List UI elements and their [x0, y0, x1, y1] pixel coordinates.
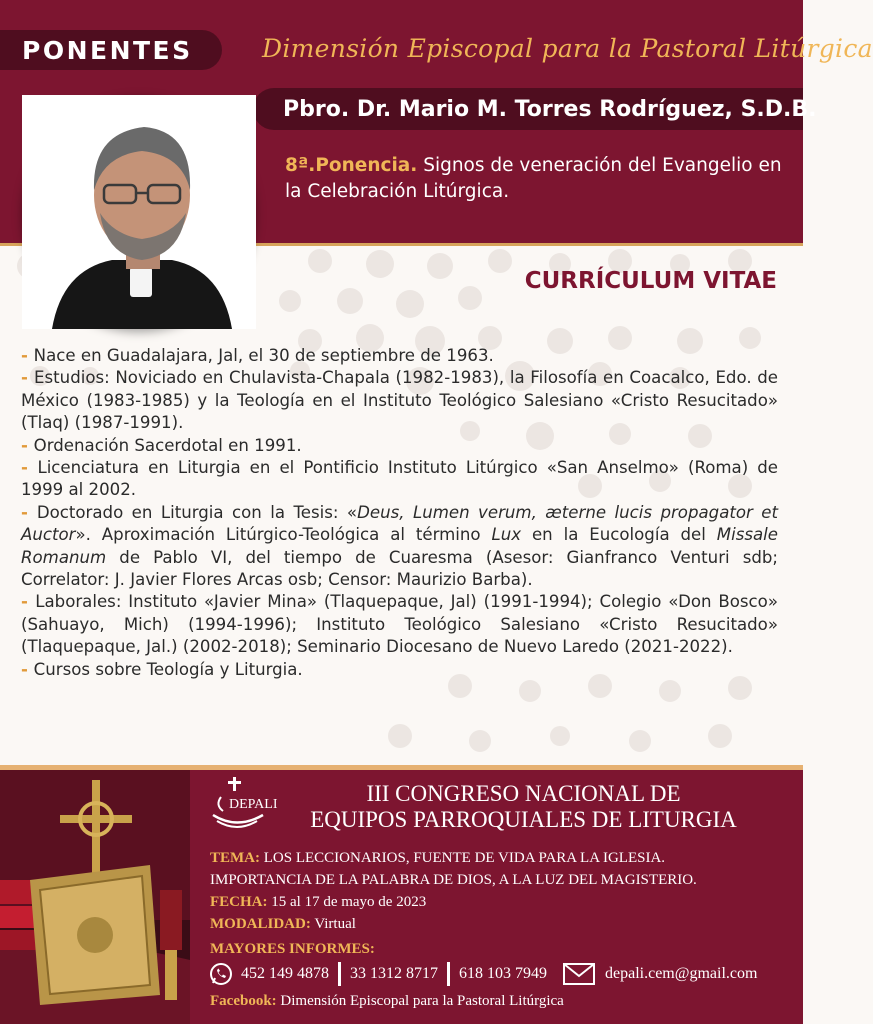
congress-title: III CONGRESO NACIONAL DE EQUIPOS PARROQUIALES DE LITURGIA [310, 781, 737, 832]
fecha-line: FECHA: 15 al 17 de mayo de 2023 [210, 894, 427, 910]
cv-item-doctorado: - Doctorado en Liturgia con la Tesis: «Deus, Lumen verum, æterne lucis propagator et Auctor». Aproximación Litúrgico-Teológica al término Lux en la Eucología del Missale Romanum de Pablo VI, del tiempo de Cuaresma (Asesor: Gianfranco Venturi sdb; Correlator: J. Javier Flores Arcas osb; Censor: Maurizio Barba). [21, 502, 779, 590]
cv-item: - Licenciatura en Liturgia en el Pontificio Instituto Litúrgico «San Anselmo» (Roma) de 1999 al 2002. [21, 458, 778, 500]
separator [338, 962, 341, 986]
cv-item: - Cursos sobre Teología y Liturgia. [21, 659, 303, 679]
speaker-photo [22, 95, 256, 329]
phone-3[interactable]: 618 103 7949 [459, 965, 547, 982]
modalidad-line: MODALIDAD: Virtual [210, 916, 356, 932]
cv-item: - Ordenación Sacerdotal en 1991. [21, 435, 302, 455]
ponencia-number: 8ª.Ponencia. [285, 155, 418, 176]
facebook-page[interactable]: Dimensión Episcopal para la Pastoral Litúrgica [280, 993, 564, 1009]
event-info [210, 847, 795, 960]
phone-2[interactable]: 33 1312 8717 [350, 965, 438, 982]
phone-1[interactable]: 452 149 4878 [241, 965, 329, 982]
mail-icon [563, 963, 595, 985]
cv-heading: CURRÍCULUM VITAE [524, 268, 777, 294]
mayores-informes: MAYORES INFORMES: [210, 941, 375, 957]
email[interactable]: depali.cem@gmail.com [605, 965, 758, 982]
tema-line: TEMA: LOS LECCIONARIOS, FUENTE DE VIDA PARA LA IGLESIA. [210, 850, 666, 866]
speaker-portrait [22, 95, 256, 329]
tema-line-2: IMPORTANCIA DE LA PALABRA DE DIOS, A LA LUZ DEL MAGISTERIO. [210, 872, 697, 888]
facebook-line: Facebook: Dimensión Episcopal para la Pastoral Litúrgica [210, 993, 564, 1009]
cv-body [21, 345, 778, 681]
cv-item: - Estudios: Noviciado en Chulavista-Chapala (1982-1983), la Filosofía en Coacalco, Edo. de México (1983-1985) y la Teología en el Instituto Teológico Salesiano «Cristo Resucitado» (Tlaq) (1987-1991). [21, 368, 778, 433]
ponencia-title: Signos de veneración del Evangelio en la Celebración Litúrgica. [285, 155, 782, 202]
separator [447, 962, 450, 986]
section-label-pill [0, 30, 222, 70]
ponencia-text [285, 153, 785, 205]
depali-logo-icon [207, 775, 287, 833]
speaker-name-pill [253, 88, 817, 130]
liturgical-book-photo [0, 770, 190, 1024]
cv-item: - Laborales: Instituto «Javier Mina» (Tlaquepaque, Jal) (1991-1994); Colegio «Don Bosco» (Sahuayo, Mich) (1994-1996); Instituto Teológico Salesiano «Cristo Resucitado» (Tlaquepaque, Jal.) (2002-2018); Seminario Diocesano de Nuevo Laredo (2021-2022). [21, 592, 778, 657]
section-label: PONENTES [22, 35, 193, 65]
contact-row [209, 959, 799, 989]
thesis-title: Deus, Lumen verum, æterne lucis propagator et Auctor [21, 502, 779, 545]
organization-title: Dimensión Episcopal para la Pastoral Litúrgica [262, 34, 873, 63]
whatsapp-icon [209, 962, 233, 986]
logo-text: DEPALI [229, 797, 278, 812]
cv-item: - Nace en Guadalajara, Jal, el 30 de septiembre de 1963. [21, 346, 494, 365]
speaker-name: Pbro. Dr. Mario M. Torres Rodríguez, S.D.B. [283, 96, 817, 122]
